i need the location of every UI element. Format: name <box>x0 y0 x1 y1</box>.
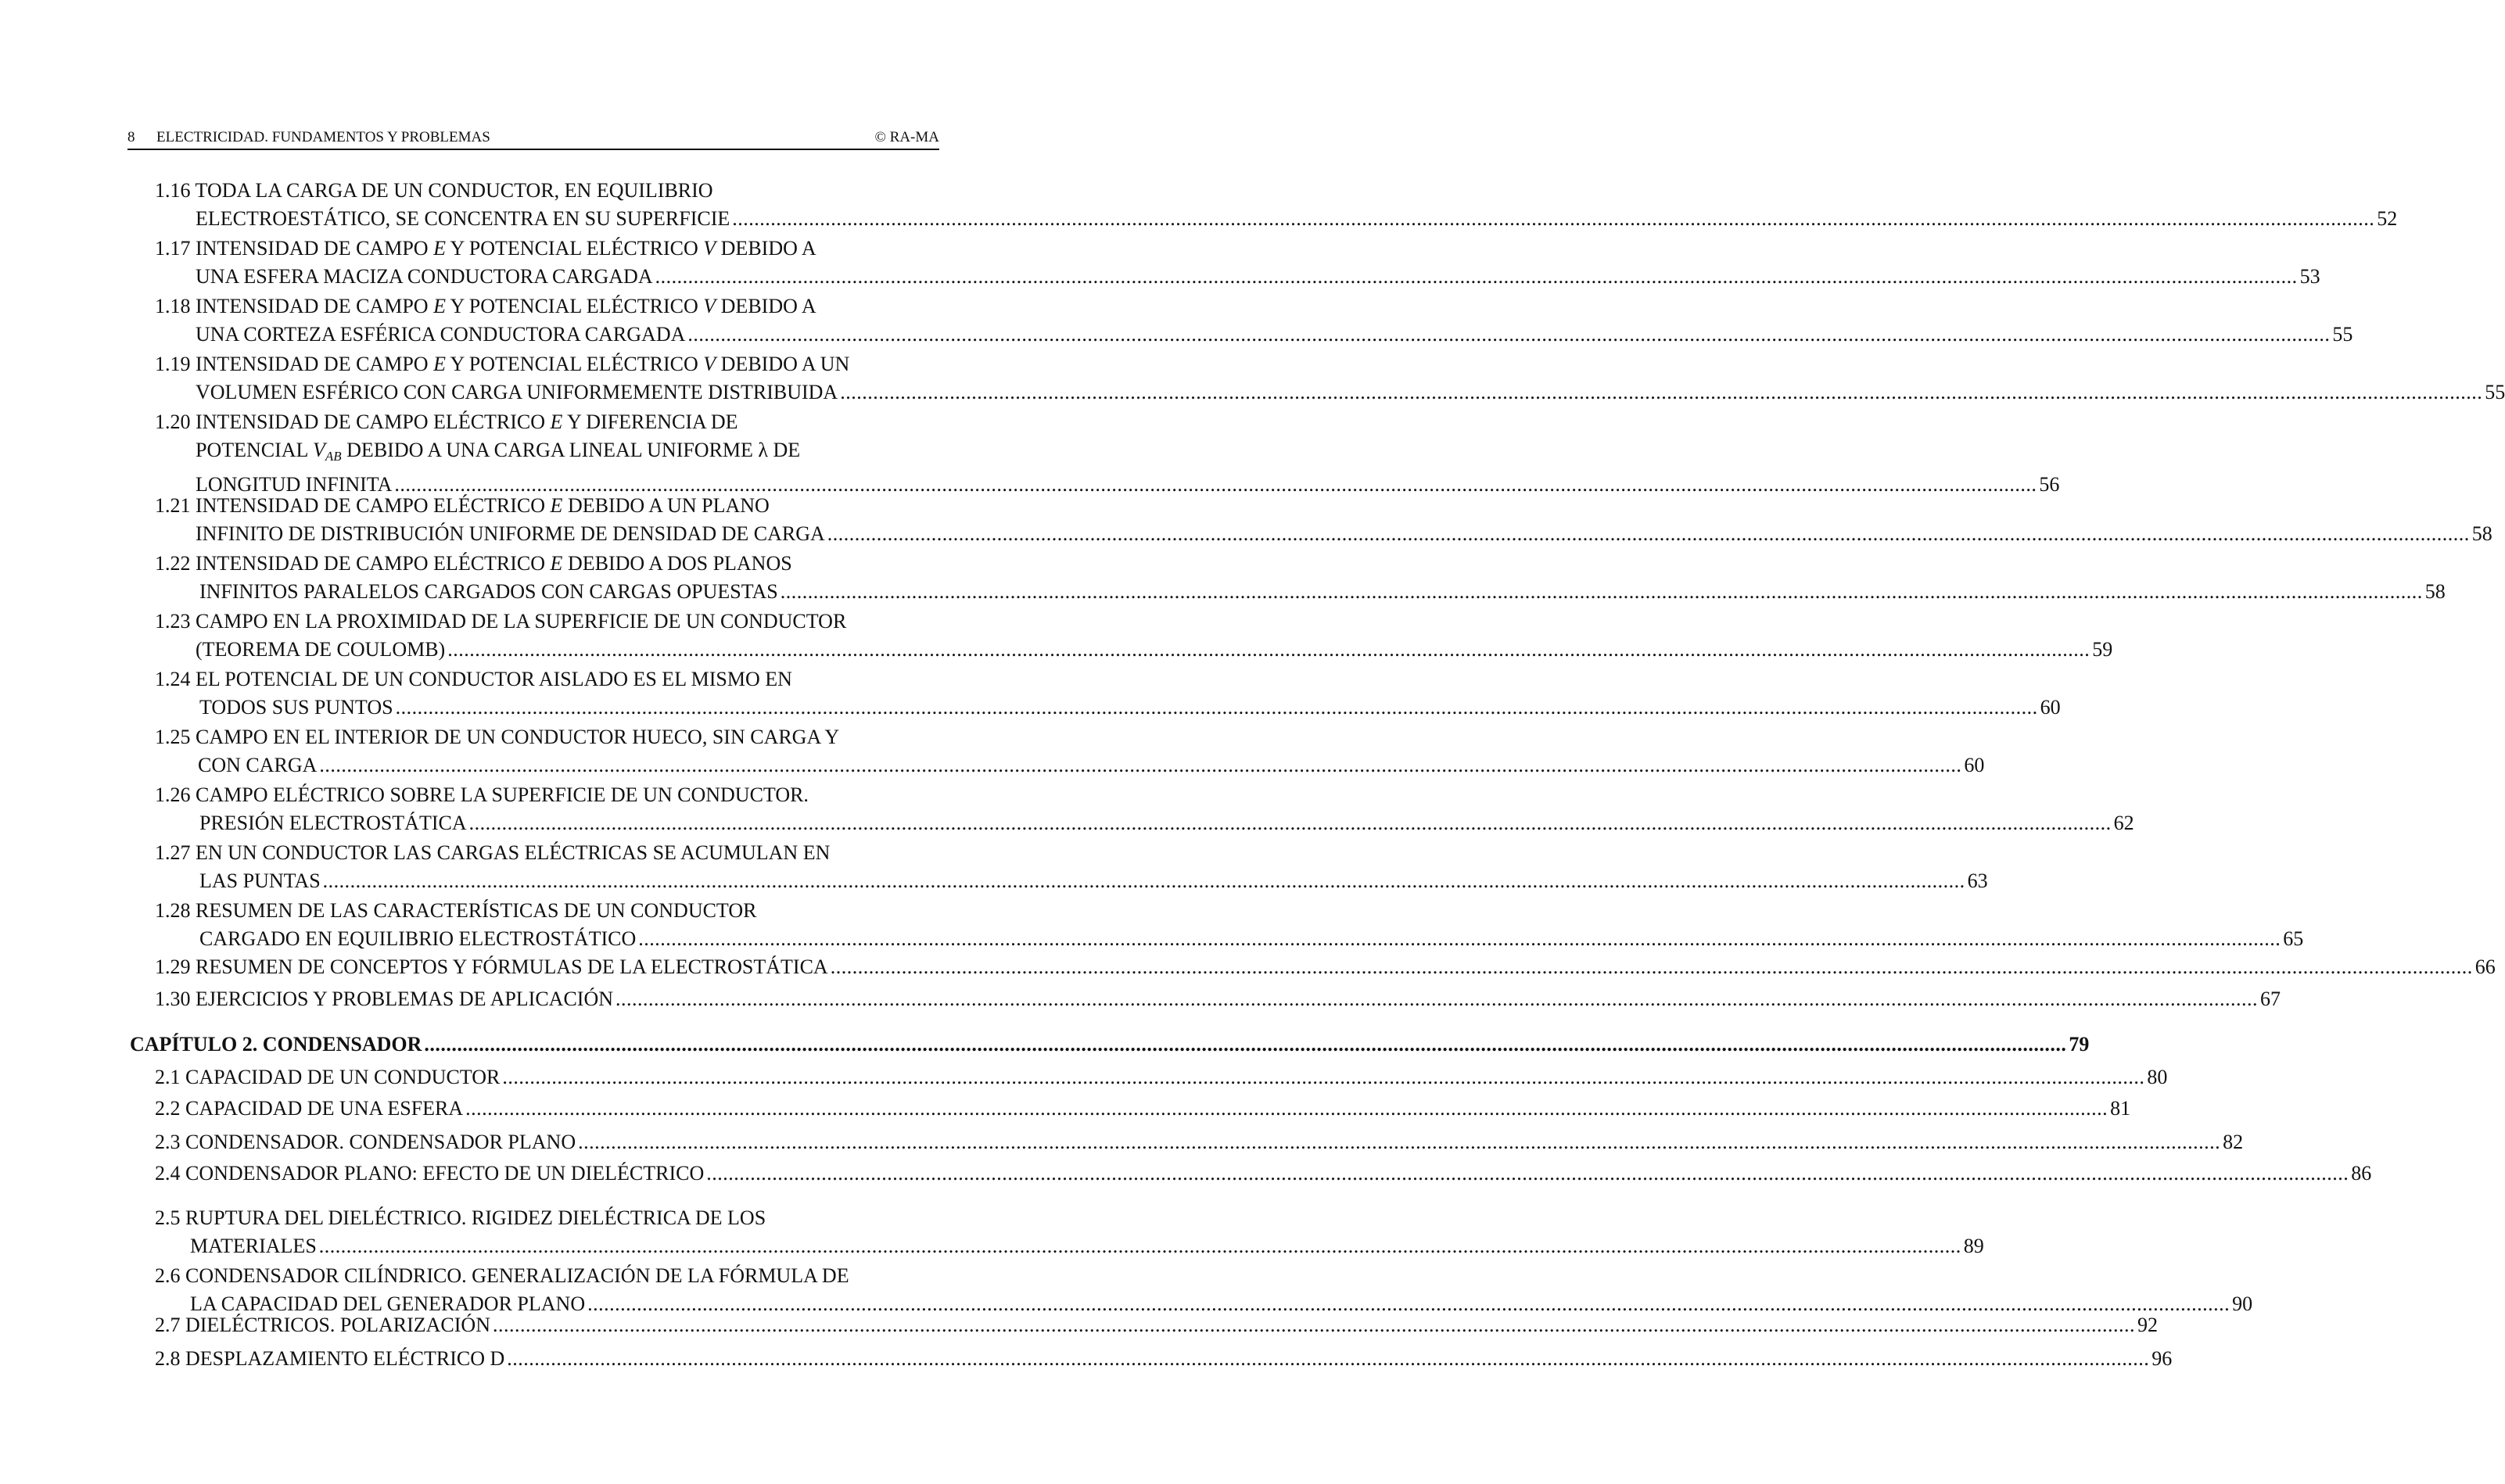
toc-entry-title: MATERIALES <box>190 1235 317 1257</box>
variable-symbol: V <box>703 237 716 260</box>
dot-leader: ............................................................................................................................................................................................................................................................................................................ <box>638 927 2281 950</box>
toc-entry-number: 2.6 <box>155 1264 181 1287</box>
toc-page-number: 56 <box>2039 473 2060 496</box>
toc-entry-title <box>155 953 828 981</box>
toc-entry-number: 1.27 <box>155 841 191 864</box>
toc-entry-title: RESUMEN DE LAS CARACTERÍSTICAS DE UN CONDUCTOR <box>196 899 757 922</box>
toc-entry-title: Y POTENCIAL ELÉCTRICO <box>445 295 704 317</box>
toc-entry-title: DESPLAZAMIENTO ELÉCTRICO D <box>185 1347 505 1370</box>
dot-leader: ............................................................................................................................................................................................................................................................................................................ <box>447 638 2090 661</box>
toc-entry-line <box>155 550 939 578</box>
toc-entry[interactable] <box>155 1262 2253 1318</box>
toc-entry-title: VOLUMEN ESFÉRICO CON CARGA UNIFORMEMENTE DISTRIBUIDA <box>196 381 838 403</box>
toc-page-number: 53 <box>2299 265 2320 288</box>
toc-chapter-entry[interactable] <box>130 1031 2090 1059</box>
toc-page-number: 55 <box>2485 381 2505 403</box>
toc-entry[interactable] <box>155 953 2496 981</box>
toc-entry-line <box>155 321 2353 349</box>
toc-page-number: 67 <box>2260 988 2281 1010</box>
toc-entry-title: CON CARGA <box>198 754 318 776</box>
toc-entry-line <box>155 809 2134 837</box>
toc-entry-title <box>155 1311 490 1339</box>
toc-entry[interactable] <box>155 723 1985 780</box>
toc-entry-number: 2.5 <box>155 1206 181 1229</box>
toc-page-number: 62 <box>2113 812 2134 834</box>
variable-symbol: E <box>433 237 446 260</box>
toc-page-number: 96 <box>2152 1347 2173 1370</box>
toc-entry-number: 1.23 <box>155 610 191 633</box>
variable-symbol: E <box>550 410 563 433</box>
toc-entry-line <box>155 520 2492 548</box>
toc-entry-title: Y POTENCIAL ELÉCTRICO <box>445 353 704 375</box>
toc-entry-title <box>198 751 317 780</box>
toc-entry[interactable] <box>155 292 2353 349</box>
variable-symbol: V <box>703 353 716 375</box>
variable-symbol: E <box>433 353 446 375</box>
toc-entry-title: INFINITOS PARALELOS CARGADOS CON CARGAS OPUESTAS <box>199 580 778 603</box>
dot-leader: ............................................................................................................................................................................................................................................................................................................ <box>424 1033 2067 1056</box>
toc-entry-title: EL POTENCIAL DE UN CONDUCTOR AISLADO ES EL MISMO EN <box>196 668 792 690</box>
dot-leader: ............................................................................................................................................................................................................................................................................................................ <box>687 323 2331 346</box>
toc-entry-line <box>155 608 939 636</box>
toc-entry-line <box>155 350 939 378</box>
toc-page-number: 59 <box>2092 638 2113 661</box>
toc-page-number: 80 <box>2147 1066 2168 1088</box>
toc-page-number: 79 <box>2069 1033 2090 1056</box>
toc-entry[interactable] <box>155 1160 2372 1188</box>
toc-entry-title: CAMPO ELÉCTRICO SOBRE LA SUPERFICIE DE UN CONDUCTOR. <box>196 783 809 806</box>
page-number: 8 <box>127 129 135 145</box>
toc-entry-title: Y POTENCIAL ELÉCTRICO <box>445 237 704 260</box>
toc-entry-line <box>155 1095 2131 1123</box>
toc-entry[interactable] <box>155 781 2134 837</box>
toc-entry-line <box>155 1345 2173 1373</box>
toc-entry-title: EJERCICIOS Y PROBLEMAS DE APLICACIÓN <box>196 988 614 1010</box>
toc-entry-line <box>155 1204 939 1232</box>
toc-entry-title <box>199 578 778 606</box>
toc-entry-number: 1.22 <box>155 552 191 575</box>
toc-entry-title <box>196 520 825 548</box>
toc-page-number: 60 <box>2040 696 2061 719</box>
running-header <box>127 127 939 150</box>
toc-entry-title <box>190 1232 317 1260</box>
toc-entry-number: 1.16 <box>155 179 191 202</box>
dot-leader: ............................................................................................................................................................................................................................................................................................................ <box>468 812 2112 834</box>
toc-entry-title: INFINITO DE DISTRIBUCIÓN UNIFORME DE DENSIDAD DE CARGA <box>196 522 825 545</box>
toc-page-number: 82 <box>2223 1131 2244 1153</box>
toc-entry-title: CAPACIDAD DE UN CONDUCTOR <box>185 1066 501 1088</box>
toc-entry-title: ELECTROESTÁTICO, SE CONCENTRA EN SU SUPERFICIE <box>196 207 730 230</box>
toc-entry-line <box>155 867 1988 895</box>
variable-symbol: E <box>550 552 563 575</box>
dot-leader: ............................................................................................................................................................................................................................................................................................................ <box>732 207 2375 230</box>
toc-entry-title <box>199 867 321 895</box>
toc-entry-title: PRESIÓN ELECTROSTÁTICA <box>199 812 467 834</box>
toc-entry-title: DEBIDO A UNA CARGA LINEAL UNIFORME λ DE <box>341 439 801 461</box>
toc-entry-number: 1.28 <box>155 899 191 922</box>
toc-entry-title: EN UN CONDUCTOR LAS CARGAS ELÉCTRICAS SE ACUMULAN EN <box>196 841 831 864</box>
toc-entry-title: INTENSIDAD DE CAMPO <box>196 237 434 260</box>
toc-entry-title: DEBIDO A <box>716 237 816 260</box>
toc-page-number: 81 <box>2110 1097 2131 1120</box>
toc-entry-title <box>130 1031 422 1059</box>
toc-entry-title <box>196 636 445 664</box>
toc-entry-title: CAPACIDAD DE UNA ESFERA <box>185 1097 464 1120</box>
toc-entry-number: 1.17 <box>155 237 191 260</box>
toc-entry-title: INTENSIDAD DE CAMPO <box>196 295 434 317</box>
toc-entry-title: CONDENSADOR PLANO: EFECTO DE UN DIELÉCTRICO <box>185 1162 705 1185</box>
toc-entry-title: DEBIDO A DOS PLANOS <box>562 552 792 575</box>
toc-entry-title <box>155 1063 500 1091</box>
toc-entry-line <box>155 953 2496 981</box>
chapter-title: CAPÍTULO 2. CONDENSADOR <box>130 1033 422 1056</box>
toc-page-number: 92 <box>2137 1314 2158 1336</box>
toc-entry-line <box>155 665 939 694</box>
dot-leader: ............................................................................................................................................................................................................................................................................................................ <box>394 473 2037 496</box>
variable-symbol: V <box>312 439 325 461</box>
toc-entry-title <box>155 1345 504 1373</box>
toc-entry-line <box>155 263 2320 291</box>
toc-page-number: 60 <box>1964 754 1985 776</box>
dot-leader: ............................................................................................................................................................................................................................................................................................................ <box>493 1314 2135 1336</box>
toc-entry-title: CARGADO EN EQUILIBRIO ELECTROSTÁTICO <box>199 927 637 950</box>
toc-entry[interactable] <box>155 985 2281 1013</box>
toc-entry[interactable] <box>155 550 2446 606</box>
toc-entry-title: (TEOREMA DE COULOMB) <box>196 638 446 661</box>
toc-entry-line <box>155 492 939 520</box>
dot-leader: ............................................................................................................................................................................................................................................................................................................ <box>587 1292 2230 1315</box>
variable-subscript: AB <box>325 449 342 464</box>
toc-entry-number: 1.20 <box>155 410 191 433</box>
toc-entry-line <box>155 985 2281 1013</box>
toc-entry-line <box>155 1128 2244 1156</box>
toc-entry[interactable] <box>155 1063 2168 1091</box>
toc-entry-title: INTENSIDAD DE CAMPO ELÉCTRICO <box>196 552 551 575</box>
toc-entry-title: RESUMEN DE CONCEPTOS Y FÓRMULAS DE LA ELECTROSTÁTICA <box>196 955 828 978</box>
toc-entry[interactable] <box>155 1204 1984 1260</box>
toc-entry[interactable] <box>155 608 2113 664</box>
toc-entry-number: 2.3 <box>155 1131 181 1153</box>
dot-leader: ............................................................................................................................................................................................................................................................................................................ <box>706 1162 2349 1185</box>
toc-entry-number: 1.26 <box>155 783 191 806</box>
toc-entry-line <box>155 839 939 867</box>
toc-entry-line <box>155 1063 2168 1091</box>
toc-entry-title: RUPTURA DEL DIELÉCTRICO. RIGIDEZ DIELÉCTRICA DE LOS <box>185 1206 766 1229</box>
dot-leader: ............................................................................................................................................................................................................................................................................................................ <box>319 754 1962 776</box>
toc-page-number: 58 <box>2471 522 2492 545</box>
toc-entry-line <box>155 781 939 809</box>
dot-leader: ............................................................................................................................................................................................................................................................................................................ <box>780 580 2423 603</box>
toc-entry[interactable] <box>155 1345 2173 1373</box>
toc-entry-title: POTENCIAL <box>196 439 313 461</box>
toc-entry-title: UNA CORTEZA ESFÉRICA CONDUCTORA CARGADA <box>196 323 686 346</box>
toc-entry-line <box>155 694 2061 722</box>
toc-page-number: 86 <box>2351 1162 2372 1185</box>
toc-entry-title: CONDENSADOR CILÍNDRICO. GENERALIZACIÓN DE LA FÓRMULA DE <box>185 1264 849 1287</box>
toc-entry-title: CAMPO EN EL INTERIOR DE UN CONDUCTOR HUECO, SIN CARGA Y <box>196 726 840 748</box>
toc-entry[interactable] <box>155 235 2320 291</box>
toc-entry-title <box>196 263 653 291</box>
toc-entry-number: 1.30 <box>155 988 191 1010</box>
toc-page-number: 90 <box>2232 1292 2253 1315</box>
toc-entry-title: LONGITUD INFINITA <box>196 473 393 496</box>
toc-page-number: 89 <box>1963 1235 1984 1257</box>
toc-entry-title: LAS PUNTAS <box>199 869 321 892</box>
toc-entry-line <box>155 436 939 471</box>
toc-entry-title: CONDENSADOR. CONDENSADOR PLANO <box>185 1131 576 1153</box>
toc-page-number: 65 <box>2283 927 2304 950</box>
dot-leader: ............................................................................................................................................................................................................................................................................................................ <box>318 1235 1961 1257</box>
toc-entry-title: CAMPO EN LA PROXIMIDAD DE LA SUPERFICIE DE UN CONDUCTOR <box>196 610 847 633</box>
toc-entry-title <box>155 1128 576 1156</box>
toc-entry-title <box>196 378 838 407</box>
toc-entry-title: DIELÉCTRICOS. POLARIZACIÓN <box>185 1314 490 1336</box>
dot-leader: ............................................................................................................................................................................................................................................................................................................ <box>840 381 2483 403</box>
toc-entry[interactable] <box>155 177 2398 233</box>
toc-entry-line <box>155 1232 1984 1260</box>
toc-entry-title: TODA LA CARGA DE UN CONDUCTOR, EN EQUILIBRIO <box>195 179 713 202</box>
toc-entry-line <box>155 292 939 321</box>
toc-entry-number: 1.18 <box>155 295 191 317</box>
toc-entry-title: LA CAPACIDAD DEL GENERADOR PLANO <box>190 1292 586 1315</box>
toc-entry-title <box>155 985 613 1013</box>
toc-entry-line <box>155 408 939 436</box>
toc-entry[interactable] <box>155 1095 2131 1123</box>
toc-entry-line <box>155 636 2113 664</box>
variable-symbol: V <box>703 295 716 317</box>
toc-entry-title <box>196 321 685 349</box>
toc-entry-number: 1.29 <box>155 955 191 978</box>
variable-symbol: E <box>550 494 563 517</box>
toc-entry-line <box>155 235 939 263</box>
toc-entry-number: 1.24 <box>155 668 191 690</box>
toc-entry-line <box>155 1160 2372 1188</box>
toc-entry-title <box>199 809 467 837</box>
toc-entry-number: 2.8 <box>155 1347 181 1370</box>
book-title: ELECTRICIDAD. FUNDAMENTOS Y PROBLEMAS <box>156 129 490 145</box>
toc-entry-number: 2.1 <box>155 1066 181 1088</box>
toc-entry-line <box>155 578 2446 606</box>
toc-page-number: 52 <box>2377 207 2398 230</box>
toc-entry-title: INTENSIDAD DE CAMPO <box>196 353 434 375</box>
toc-entry-title: INTENSIDAD DE CAMPO ELÉCTRICO <box>196 494 551 517</box>
toc-entry[interactable] <box>155 1311 2158 1339</box>
toc-entry-number: 2.7 <box>155 1314 181 1336</box>
toc-entry-line <box>155 751 1985 780</box>
toc-page-number: 66 <box>2474 955 2496 978</box>
dot-leader: ............................................................................................................................................................................................................................................................................................................ <box>502 1066 2145 1088</box>
dot-leader: ............................................................................................................................................................................................................................................................................................................ <box>322 869 1965 892</box>
toc-entry-number: 1.21 <box>155 494 191 517</box>
dot-leader: ............................................................................................................................................................................................................................................................................................................ <box>507 1347 2150 1370</box>
toc-entry-line <box>155 723 939 751</box>
dot-leader: ............................................................................................................................................................................................................................................................................................................ <box>578 1131 2221 1153</box>
toc-entry-line <box>155 1311 2158 1339</box>
toc-entry-title: TODOS SUS PUNTOS <box>199 696 393 719</box>
toc-entry[interactable] <box>155 1128 2244 1156</box>
toc-entry-line <box>155 897 939 925</box>
toc-entry-line <box>155 925 2304 953</box>
toc-entry[interactable] <box>155 492 2492 548</box>
toc-entry-title: INTENSIDAD DE CAMPO ELÉCTRICO <box>196 410 551 433</box>
toc-entry-number: 2.2 <box>155 1097 181 1120</box>
toc-page-number: 55 <box>2332 323 2353 346</box>
toc-entry[interactable] <box>155 408 2060 499</box>
toc-entry-title <box>199 694 393 722</box>
toc-entry-title <box>155 1095 463 1123</box>
toc-entry-number: 1.19 <box>155 353 191 375</box>
dot-leader: ............................................................................................................................................................................................................................................................................................................ <box>465 1097 2108 1120</box>
toc-page-number: 58 <box>2424 580 2446 603</box>
toc-entry-line <box>155 177 939 205</box>
toc-entry-title: DEBIDO A <box>716 295 816 317</box>
toc-entry[interactable] <box>155 350 2505 407</box>
toc-entry-line <box>155 1262 939 1290</box>
toc-entry-title: DEBIDO A UN <box>716 353 850 375</box>
toc-entry-number: 1.25 <box>155 726 191 748</box>
toc-entry-number: 2.4 <box>155 1162 181 1185</box>
toc-entry-line <box>155 205 2398 233</box>
toc-entry[interactable] <box>155 897 2304 953</box>
toc-entry-title <box>155 1160 704 1188</box>
toc-entry-title <box>196 205 730 233</box>
dot-leader: ............................................................................................................................................................................................................................................................................................................ <box>395 696 2038 719</box>
toc-page-number: 63 <box>1967 869 1988 892</box>
copyright-notice: © RA-MA <box>874 129 939 145</box>
dot-leader: ............................................................................................................................................................................................................................................................................................................ <box>655 265 2298 288</box>
toc-entry-title: Y DIFERENCIA DE <box>562 410 738 433</box>
dot-leader: ............................................................................................................................................................................................................................................................................................................ <box>615 988 2259 1010</box>
dot-leader: ............................................................................................................................................................................................................................................................................................................ <box>827 522 2470 545</box>
variable-symbol: E <box>433 295 446 317</box>
toc-entry-title: DEBIDO A UN PLANO <box>562 494 770 517</box>
toc-entry[interactable] <box>155 665 2061 722</box>
toc-entry[interactable] <box>155 839 1988 895</box>
toc-entry-line <box>130 1031 2090 1059</box>
dot-leader: ............................................................................................................................................................................................................................................................................................................ <box>830 955 2473 978</box>
toc-entry-line <box>155 378 2505 407</box>
toc-entry-title <box>199 925 636 953</box>
toc-entry-title: UNA ESFERA MACIZA CONDUCTORA CARGADA <box>196 265 653 288</box>
